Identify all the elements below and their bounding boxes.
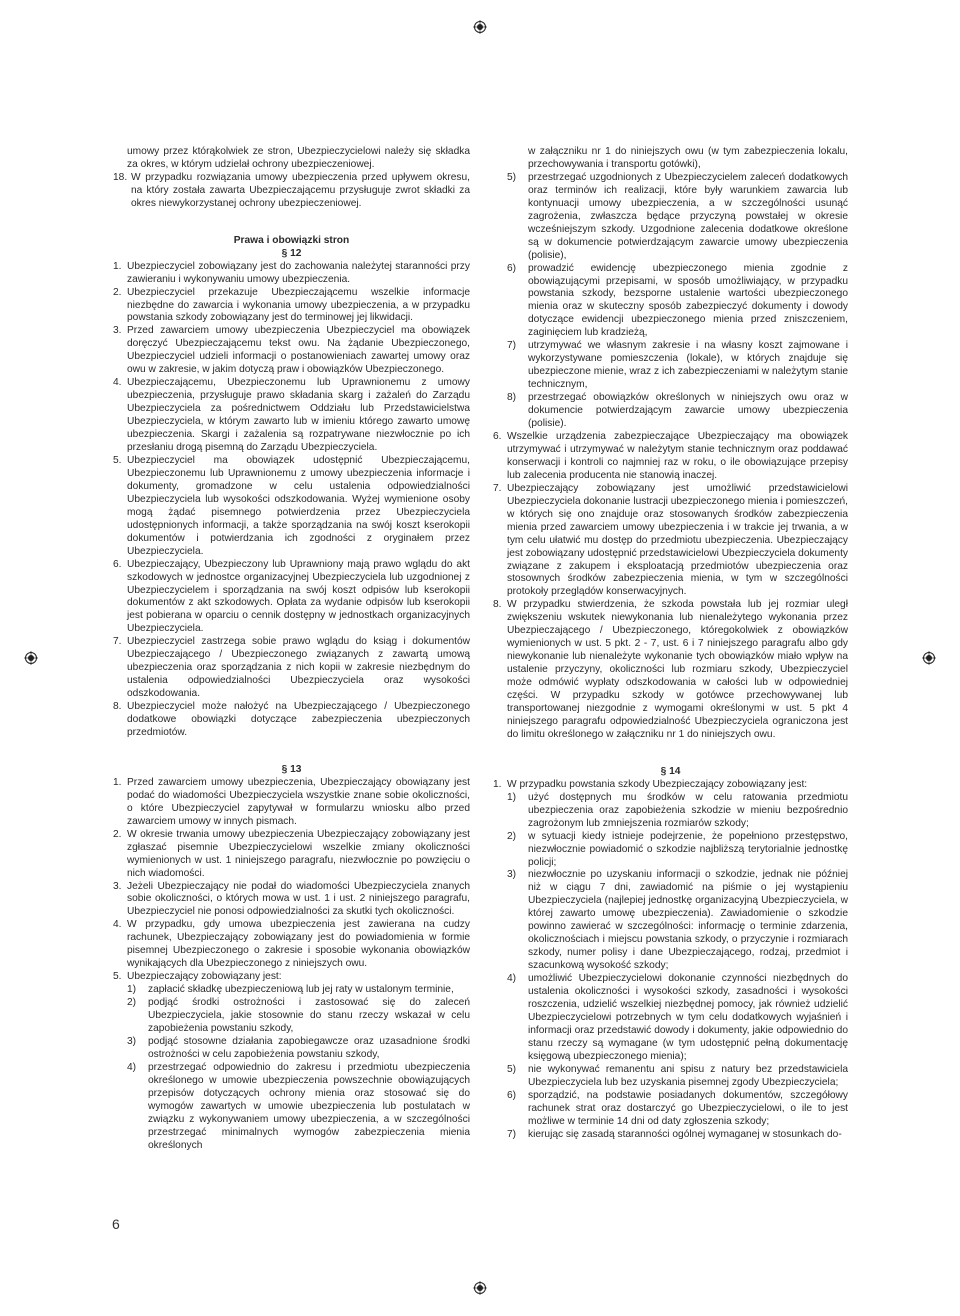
sub-list-item: [493, 392, 848, 431]
item-number: 5.: [113, 971, 122, 983]
item-number: 2.: [113, 286, 122, 298]
sub-list-item: [493, 973, 848, 1064]
item-text: Ubezpieczyciel może nałożyć na Ubezpieczającego / Ubezpieczonego dodatkowe obowiązki dotyczące zabezpieczenia ubezpieczonych przedmiotów.: [127, 701, 470, 738]
item-text: W okresie trwania umowy ubezpieczenia Ubezpieczający zobowiązany jest zgłaszać pisemnie Ubezpieczycielowi wszelkie zmiany okoliczności wymienionych w ust. 1 niniejszego paragrafu, niezwłocznie po powzięciu o nich wiadomości.: [127, 828, 470, 879]
sub-list-item: [493, 831, 848, 870]
item-text: Przed zawarciem umowy ubezpieczenia Ubezpieczyciel ma obowiązek doręczyć Ubezpieczającemu tekst owu. Na żądanie Ubezpieczonego, Ubezpieczyciel udzieli informacji o postanowieniach zawartej umowy oraz owu w zakresie, w jakim dotyczą praw i obowiązków Ubezpieczonego.: [127, 325, 470, 376]
item-number: 1): [507, 791, 517, 803]
list-item: [113, 777, 470, 829]
item-text: w załączniku nr 1 do niniejszych owu (w tym zabezpieczenia lokalu, przechowywania i transportu gotówki),: [528, 146, 848, 170]
intro-continuation: [113, 146, 470, 172]
item-number: 4.: [113, 377, 122, 389]
sub-list-item: [493, 869, 848, 973]
left-column: [113, 146, 470, 1153]
item-number: 6): [507, 1089, 517, 1101]
list-item: [493, 483, 848, 600]
item-number: 8.: [113, 701, 122, 713]
intro-text: umowy przez którąkolwiek ze stron, Ubezpieczycielowi należy się składka za okres, w którym udzielał ochrony ubezpieczeniowej.: [127, 146, 470, 170]
item-text: Ubezpieczyciel zobowiązany jest do zachowania należytej staranności przy zawieraniu i wykonywaniu umowy ubezpieczenia.: [127, 260, 470, 285]
list-item: [493, 431, 848, 483]
registration-mark-right-icon: [922, 651, 936, 665]
item-number: 2.: [113, 828, 122, 840]
sub-list-item: [113, 1036, 470, 1062]
item-text: przestrzegać odpowiednio do zakresu i przedmiotu ubezpieczenia określonego w umowie ubezpieczenia powszechnie obowiązujących przepisów dotyczących ochrony mienia oraz stosować się do wymogów zawartych w umowie ubezpieczenia lub postulatach w związku z wykonywaniem umowy ubezpieczenia, a w szczególności przestrzegać minimalnych wymogów zabezpieczenia mienia określonych: [148, 1061, 470, 1151]
item-number: 5.: [113, 454, 122, 466]
registration-mark-bottom-icon: [473, 1281, 487, 1295]
list-item: [113, 636, 470, 701]
item-text: Ubezpieczającemu, Ubezpieczonemu lub Uprawnionemu z umowy ubezpieczenia, przysługuje prawo składania skarg i zażaleń do Zarządu Ubezpieczyciela za pośrednictwem Oddziału lub Przedstawicielstwa Ubezpieczyciela, w którym zawarto lub w imieniu którego zawarto umowę ubezpieczenia. Skargi i zażalenia są rozpatrywane niezwłocznie po ich przesłaniu drogą pisemną do Zarządu Ubezpieczyciela.: [127, 377, 470, 454]
item-text: przestrzegać uzgodnionych z Ubezpieczycielem zaleceń dodatkowych oraz terminów ich realizacji, które były warunkiem zawarcia lub kontynuacji umowy ubezpieczenia, a w szczególności usunąć zagrożenia, zwłaszcza będące przyczyną powstałej w okresie wcześniejszym szkody. Uzgodnione zalecenia dodatkowe określone są w dokumencie potwierdzającym zawarcie umowy ubezpieczenia (polisie),: [528, 171, 848, 261]
item-text: podjąć środki ostrożności i zastosować się do zaleceń Ubezpieczyciela, jakie stosownie do stanu rzeczy wskazał w celu zapobieżenia powstaniu szkody,: [148, 997, 470, 1034]
item-number: 7): [507, 1128, 517, 1140]
list-item: [493, 599, 848, 741]
item-number: 8.: [493, 599, 502, 611]
item-number: 4.: [113, 919, 122, 931]
item-number: 6.: [493, 430, 502, 442]
item-text: Ubezpieczyciel zastrzega sobie prawo wglądu do ksiąg i dokumentów Ubezpieczającego / Ubezpieczonego związanych z zawartą umową ubezpieczenia oraz sporządzania z nich kopii w zakresie niezbędnym do ustalenia odpowiedzialności Ubezpieczyciela oraz wysokości odszkodowania.: [127, 636, 470, 700]
item-text: nie wykonywać remanentu ani spisu z natury bez przedstawiciela Ubezpieczyciela lub bez uzyskania pisemnej zgody Ubezpieczyciela;: [528, 1063, 848, 1088]
item-text: w sytuacji kiedy istnieje podejrzenie, że popełniono przestępstwo, niezwłocznie powiadomić o szkodzie najbliższą terytorialnie jednostkę policji;: [528, 830, 848, 868]
item-number: 2): [507, 830, 517, 842]
list-item: [113, 559, 470, 637]
item-text: Ubezpieczający zobowiązany jest:: [127, 971, 282, 983]
list-item: [113, 919, 470, 971]
item-number: 7): [507, 340, 517, 352]
item-text: Wszelkie urządzenia zabezpieczające Ubezpieczający ma obowiązek utrzymywać i utrzymywać w należytym stanie technicznym oraz poddawać konserwacji i kontroli co najmniej raz w roku, o ile obowiązujące przepisy lub zalecenia producenta nie stanowią inaczej.: [507, 430, 848, 481]
right-column: [493, 146, 848, 1141]
list-item: [113, 701, 470, 740]
item-text: W przypadku rozwiązania umowy ubezpieczenia przed upływem okresu, na który została zawarta Ubezpieczającemu przysługuje zwrot składki za okres niewykorzystanej ochrony ubezpieczeniowej.: [131, 171, 470, 209]
item-text: zapłacić składkę ubezpieczeniową lub jej raty w ustalonym terminie,: [148, 984, 454, 996]
paragraph-13-heading: § 13: [281, 763, 302, 775]
item-number: 1.: [113, 776, 122, 788]
item-text: Ubezpieczający, Ubezpieczony lub Uprawniony mają prawo wglądu do akt szkodowych w jednostce organizacyjnej Ubezpieczyciela lub uzgodnionej z Ubezpieczycielem i sporządzania na swój koszt odpisów lub kserokopii dokumentów z akt szkodowych. Opłata za wydanie odpisów lub kserokopii jest pobierana w oparciu o cennik dostępny w jednostkach organizacyjnych Ubezpieczyciela.: [127, 558, 470, 635]
item-text: Ubezpieczyciel ma obowiązek udostępnić Ubezpieczającemu, Ubezpieczonemu lub Uprawnionemu z umowy ubezpieczenia informacje i dokumenty, gromadzone w celu ustalenia odpowiedzialności Ubezpieczyciela lub wysokości odszkodowania. Wyżej wymienione osoby mogą żądać pisemnego potwierdzenia przez Ubezpieczyciela udostępnionych informacji, a także sporządzania na swój koszt kserokopii dokumentów i potwierdzania ich zgodności z oryginałem przez Ubezpieczyciela.: [127, 454, 470, 557]
item-number: 6): [507, 262, 517, 274]
item-text: Ubezpieczający zobowiązany jest umożliwić przedstawicielowi Ubezpieczyciela dokonanie lustracji ubezpieczonego mienia i pomieszczeń, w których się ono znajduje oraz stosowanych środków zabezpieczenia mienia przed zawarciem umowy ubezpieczenia i w trakcie jej trwania, a w tym celu ułatwić mu dostęp do przedmiotu ubezpieczenia. Ubezpieczający jest zobowiązany udostępnić przedstawicielowi Ubezpieczyciela dokumenty związane z zakupem i eksploatacją przedmiotów ubezpieczenia oraz stosownych środków zabezpieczenia mienia, w tym w szczególności protokoły przeglądów konserwacyjnych.: [507, 482, 848, 598]
section-title: Prawa i obowiązki stron: [233, 234, 350, 246]
item-number: 5): [507, 171, 517, 183]
item-text: prowadzić ewidencję ubezpieczonego mienia zgodnie z obowiązującymi przepisami, w sposób umożliwiający, w przypadku powstania szkody, bezsporne ustalenie wartości ubezpieczonego mienia oraz w skuteczny sposób zabezpieczyć dokumenty i dowody dotyczące ewidencji ubezpieczonego mienia przed zniszczeniem, zaginięciem lub kradzieżą,: [528, 262, 848, 339]
item-text: podjąć stosowne działania zapobiegawcze oraz uzasadnione środki ostrożności w celu zapobieżenia powstaniu szkody,: [148, 1035, 470, 1060]
paragraph-12-heading: § 12: [281, 247, 302, 259]
sub-list-item: [493, 792, 848, 831]
paragraph-13-list: [113, 777, 470, 1153]
registration-mark-left-icon: [24, 651, 38, 665]
list-item: [113, 287, 470, 326]
item-text: W przypadku, gdy umowa ubezpieczenia jest zawierana na cudzy rachunek, Ubezpieczający zobowiązany jest do powiadomienia w formie pisemnej Ubezpieczonego o zakresie i sposobie wykonania obowiązków wynikających dla Ubezpieczonego z niniejszych owu.: [127, 919, 470, 970]
item-number: 1): [127, 984, 137, 996]
list-item: [113, 172, 470, 211]
list-item: [113, 829, 470, 881]
item-number: 1.: [113, 260, 122, 272]
item-number: 4): [127, 1061, 137, 1073]
item-number: 1.: [493, 778, 502, 790]
sub-list-item: [113, 1062, 470, 1153]
item-text: przestrzegać obowiązków określonych w niniejszych owu oraz w dokumencie potwierdzającym zawarcie umowy ubezpieczenia (polisie).: [528, 392, 848, 430]
list-item: [113, 377, 470, 455]
item-number: 7.: [493, 482, 502, 494]
sub-list-item: [493, 1064, 848, 1090]
list-item: [493, 779, 848, 792]
item-text: kierując się zasadą staranności ogólnej wymaganej w stosunkach do-: [528, 1128, 842, 1140]
item-text: W przypadku stwierdzenia, że szkoda powstała lub jej rozmiar uległ zwiększeniu wskutek niewykonania lub nienależytego wykonania przez Ubezpieczającego / Ubezpieczonego, któregokolwiek z obowiązków wymienionych w ust. 5 pkt. 2 - 7, ust. 6 i 7 niniejszego paragrafu albo gdy niewykonanie lub nienależyte wykonanie tych obowiązków miało wpływ na ustalenie przyczyny, okoliczności lub rozmiaru szkody, Ubezpieczyciel może odmówić wypłaty odszkodowania w całości lub w odpowiedniej części. W przypadku szkody w gotówce przechowywanej lub transportowanej niezgodnie z wymogami określonymi w ust. 5 pkt 4 niniejszego paragrafu odpowiedzialność Ubezpieczyciela ograniczona jest do limitu określonego w załączniku nr 1 do niniejszych owu.: [507, 599, 848, 740]
item-number: 2): [127, 997, 137, 1009]
item-text: Jeżeli Ubezpieczający nie podał do wiadomości Ubezpieczyciela znanych sobie okoliczności, o których mowa w ust. 1 i ust. 2 niniejszego paragrafu, Ubezpieczyciel nie ponosi odpowiedzialności za skutki tych okoliczności.: [127, 880, 470, 918]
list-item: [113, 455, 470, 559]
item-number: 5): [507, 1063, 517, 1075]
list-item: [113, 971, 470, 984]
sub-list-item: [493, 340, 848, 392]
sub-list-item: [113, 997, 470, 1036]
sub-list-item: [493, 1129, 848, 1142]
item-number: 4): [507, 973, 517, 985]
item-number: 8): [507, 392, 517, 404]
item-text: W przypadku powstania szkody Ubezpieczający zobowiązany jest:: [507, 778, 808, 790]
item-text: utrzymywać we własnym zakresie i na własny koszt zajmowane i wykorzystywane pomieszczenia (lokale), w których znajduje się ubezpieczone mienie, wraz z ich zabezpieczeniami w należytym stanie technicznym,: [528, 340, 848, 391]
item-text: sporządzić, na podstawie posiadanych dokumentów, szczegółowy rachunek strat oraz dostarczyć go Ubezpieczycielowi, o ile to jest możliwe w terminie 14 dni od daty zgłoszenia szkody;: [528, 1089, 848, 1127]
paragraph-12-list: [113, 261, 470, 740]
item-text: umożliwić Ubezpieczycielowi dokonanie czynności niezbędnych do ustalenia okoliczności i wysokości szkody, zasadności i wysokości roszczenia, udzielić wszelkiej niezbędnej pomocy, jak również udzielić Ubezpieczycielowi potrzebnych w tym celu dodatkowych wyjaśnień i informacji oraz przedstawić dowody i dokumenty, jakie odpowiednio do stanu rzeczy są wymagane (w tym udostępnić pełną dokumentację księgową ubezpieczonego mienia);: [528, 973, 848, 1062]
item-number: 3): [507, 869, 517, 881]
item-text: niezwłocznie po uzyskaniu informacji o szkodzie, jednak nie później niż w ciągu 7 dni, zawiadomić na piśmie o jej wystąpieniu Ubezpieczyciela (najlepiej jednostkę organizacyjną Ubezpieczyciela, w której zawarto umowę ubezpieczenia). Zawiadomienie o szkodzie powinno zawierać w szczególności: informację o terminie zdarzenia, okolicznościach i miejscu powstania szkody, o przyczynie i rozmiarach szkody, numer polisy i dane Ubezpieczającego, rodzaj, przedmiot i szacunkową wysokość szkody;: [528, 869, 848, 972]
item-number: 3.: [113, 880, 122, 892]
sub-list-item: [493, 1090, 848, 1129]
item-number: 7.: [113, 636, 122, 648]
item-number: 6.: [113, 558, 122, 570]
paragraph-14-heading: § 14: [660, 765, 681, 777]
item-number: 3.: [113, 325, 122, 337]
item-text: użyć dostępnych mu środków w celu ratowania przedmiotu ubezpieczenia oraz zapobieżenia szkodzie w mieniu bezpośrednio zagrożonym lub zmniejszenia rozmiarów szkody;: [528, 791, 848, 829]
item-number: 18.: [113, 171, 128, 183]
list-item: [113, 881, 470, 920]
list-item: [113, 325, 470, 377]
sub-list-item: [113, 984, 470, 997]
sub-list-item: [493, 172, 848, 263]
item-number: 3): [127, 1035, 137, 1047]
registration-mark-top-icon: [473, 20, 487, 34]
page-number: 6: [112, 1216, 120, 1232]
item-text: Ubezpieczyciel przekazuje Ubezpieczającemu wszelkie informacje niezbędne do zawarcia i wykonania umowy ubezpieczenia, a w przypadku powstania szkody zobowiązany jest do terminowej jej likwidacji.: [127, 286, 470, 324]
sub-list-continuation: [493, 146, 848, 172]
item-text: Przed zawarciem umowy ubezpieczenia, Ubezpieczający obowiązany jest podać do wiadomości Ubezpieczyciela wszystkie znane sobie okoliczności, o które Ubezpieczyciel zapytywał w formularzu wniosku albo przed zawarciem umowy w innych pismach.: [127, 776, 470, 827]
list-item: [113, 261, 470, 287]
sub-list-item: [493, 263, 848, 341]
